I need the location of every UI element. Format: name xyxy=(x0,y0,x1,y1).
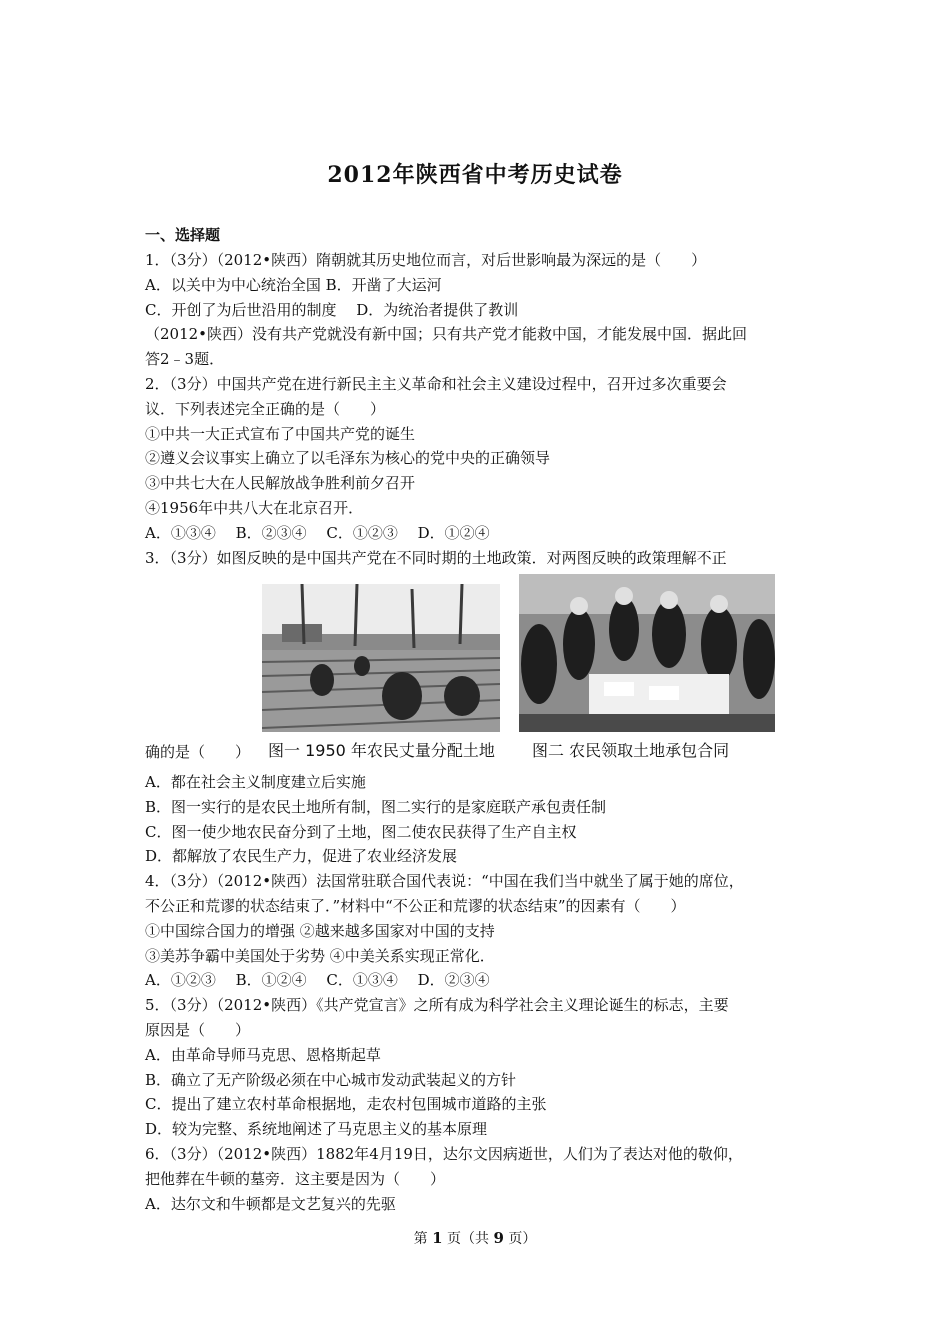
footer-prefix: 第 xyxy=(413,1231,433,1247)
figure-caption-1: 图一 1950 年农民丈量分配土地 xyxy=(268,741,495,760)
text-line: ①中国综合国力的增强 ②越来越多国家对中国的支持 xyxy=(145,921,495,940)
question-block-top xyxy=(145,248,815,570)
text-line: ①中共一大正式宣布了中国共产党的诞生 xyxy=(145,424,416,443)
text-line: 4．（3分）（2012•陕西）法国常驻联合国代表说：“中国在我们当中就坐了属于她的席位， xyxy=(145,872,744,891)
text-line: 3．（3分）如图反映的是中国共产党在不同时期的土地政策．对两图反映的政策理解不正 xyxy=(145,548,727,567)
text-line: 5．（3分）（2012•陕西）《共产党宣言》之所有成为科学社会主义理论诞生的标志，主要 xyxy=(145,996,729,1015)
text-line: ②遵义会议事实上确立了以毛泽东为核心的党中央的正确领导 xyxy=(145,449,551,468)
text-line: D．较为完整、系统地阐述了马克思主义的基本原理 xyxy=(145,1120,488,1139)
text-line: 2．（3分）中国共产党在进行新民主主义革命和社会主义建设过程中，召开过多次重要会 xyxy=(145,374,727,393)
page-footer xyxy=(0,1228,950,1248)
photo-land-contract xyxy=(519,574,775,732)
text-line: A．①②③ B．①②④ C．①③④ D．②③④ xyxy=(145,971,490,990)
question-block-bottom xyxy=(145,770,815,1216)
text-line: 议．下列表述完全正确的是（ ） xyxy=(145,399,386,418)
text-line: 把他葬在牛顿的墓旁．这主要是因为（ ） xyxy=(145,1169,446,1188)
text-line: A．都在社会主义制度建立后实施 xyxy=(145,773,366,791)
text-line: A．达尔文和牛顿都是文艺复兴的先驱 xyxy=(145,1194,396,1213)
text-line: C．提出了建立农村革命根据地，走农村包围城市道路的主张 xyxy=(145,1095,547,1114)
question-continuation: 确的是（ ） xyxy=(145,743,251,761)
total-page-number: 9 xyxy=(493,1229,504,1247)
text-line: D．都解放了农民生产力，促进了农业经济发展 xyxy=(145,847,458,866)
figure-row xyxy=(145,574,815,770)
text-line: A．①③④ B．②③④ C．①②③ D．①②④ xyxy=(145,523,490,542)
footer-suffix: 页） xyxy=(503,1231,537,1247)
text-line: ③中共七大在人民解放战争胜利前夕召开 xyxy=(145,474,416,493)
page-title: 2012年陕西省中考历史试卷 xyxy=(327,162,623,188)
text-line: A．以关中为中心统治全国 B．开凿了大运河 xyxy=(145,275,442,294)
footer-middle: 页（共 xyxy=(442,1231,494,1247)
section-heading: 一、选择题 xyxy=(145,226,221,244)
text-line: 不公正和荒谬的状态结束了．”材料中“不公正和荒谬的状态结束”的因素有（ ） xyxy=(145,896,686,915)
text-line: C．图一使少地农民奋分到了土地，图二使农民获得了生产自主权 xyxy=(145,822,577,841)
photo-land-measuring xyxy=(262,584,500,732)
text-line: （2012•陕西）没有共产党就没有新中国；只有共产党才能救中国，才能发展中国．据此回 xyxy=(145,325,748,344)
text-line: 6．（3分）（2012•陕西）1882年4月19日，达尔文因病逝世，人们为了表达对他的敬仰， xyxy=(145,1144,743,1163)
text-line: B．确立了无产阶级必须在中心城市发动武装起义的方针 xyxy=(145,1070,517,1089)
text-line: 1．（3分）（2012•陕西）隋朝就其历史地位而言，对后世影响最为深远的是（ ） xyxy=(145,251,707,269)
text-line: ③美苏争霸中美国处于劣势 ④中美关系实现正常化． xyxy=(145,946,495,965)
text-line: 原因是（ ） xyxy=(145,1020,251,1039)
text-line: B．图一实行的是农民土地所有制，图二实行的是家庭联产承包责任制 xyxy=(145,797,607,816)
text-line: ④1956年中共八大在北京召开． xyxy=(145,498,364,517)
figure-caption-2: 图二 农民领取土地承包合同 xyxy=(532,741,730,760)
current-page-number: 1 xyxy=(432,1229,443,1247)
text-line: C．开创了为后世沿用的制度 D．为统治者提供了教训 xyxy=(145,300,519,319)
text-line: A．由革命导师马克思、恩格斯起草 xyxy=(145,1045,381,1064)
text-line: 答2﹣3题． xyxy=(145,350,225,369)
